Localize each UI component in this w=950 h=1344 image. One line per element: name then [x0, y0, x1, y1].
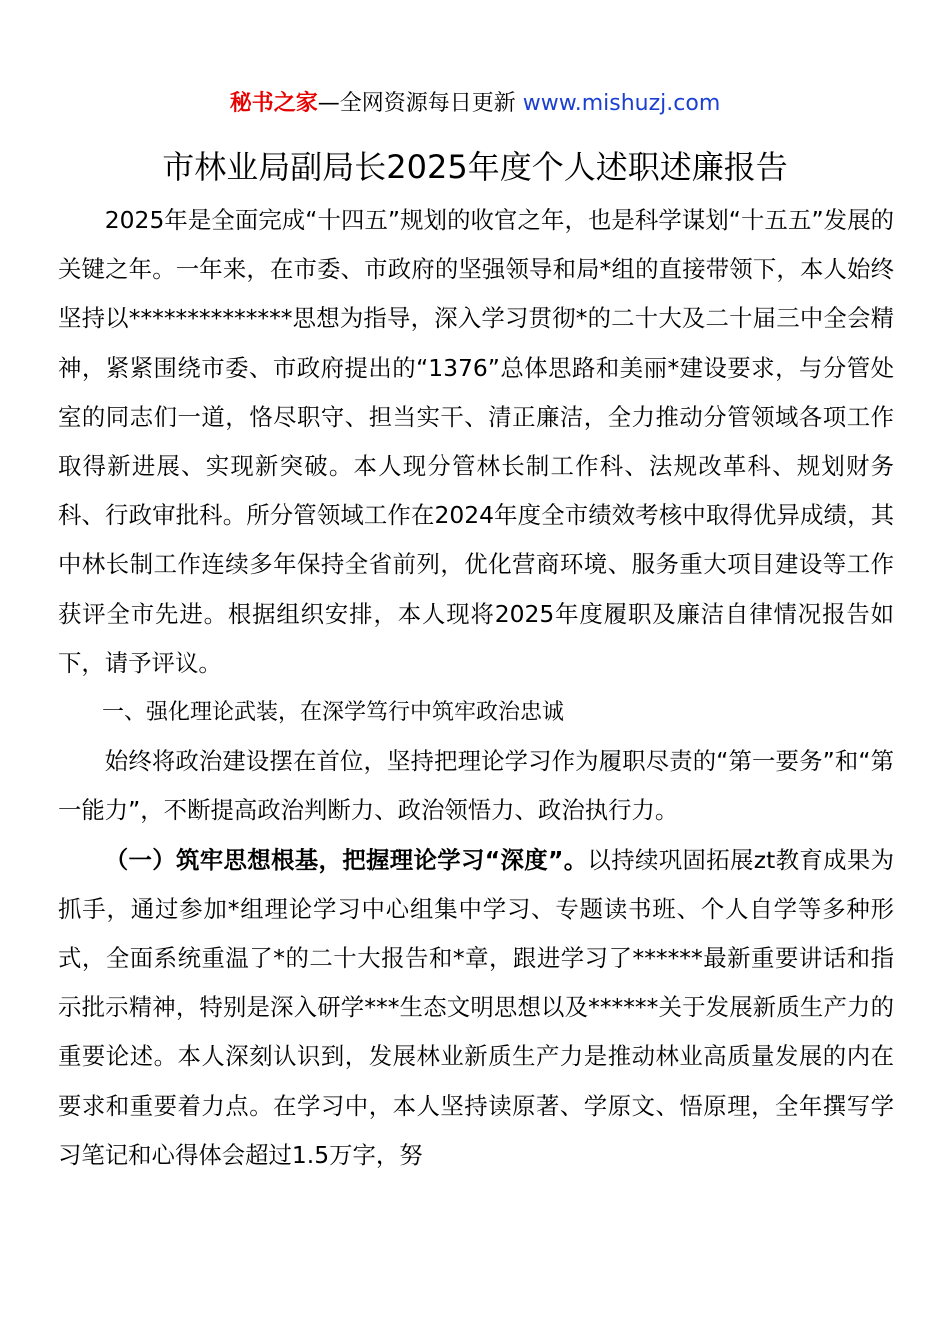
brand-name: 秘书之家 [229, 91, 318, 116]
document-body [58, 196, 894, 1180]
site-header [0, 88, 950, 120]
subsection-body-1: 以持续巩固拓展zt教育成果为抓手，通过参加*组理论学习中心组集中学习、专题读书班、个人自学等多种形式，全面系统重温了*的二十大报告和*章，跟进学习了******最新重要讲话和指示批示精神，特别是深入研学***生态文明思想以及******关于发展新质生产力的重要论述。本人深刻认识到，发展林业新质生产力是推动林业高质量发展的内在要求和重要着力点。在学习中，本人坚持读原著、学原文、悟原理，全年撰写学习笔记和心得体会超过1.5万字，努 [58, 845, 894, 1169]
document-title: 市林业局副局长2025年度个人述职述廉报告 [162, 148, 788, 186]
subsection-heading-1: （一）筑牢思想根基，把握理论学习“深度”。 [104, 845, 588, 874]
section-heading-1: 一、强化理论武装，在深学笃行中筑牢政治忠诚 [102, 700, 565, 726]
subsection-paragraph-1 [58, 836, 894, 1180]
intro-paragraph: 2025年是全面完成“十四五”规划的收官之年，也是科学谋划“十五五”发展的关键之年。一年来，在市委、市政府的坚强领导和局*组的直接带领下，本人始终坚持以**************思想为指导，深入学习贯彻*的二十大及二十届三中全会精神，紧紧围绕市委、市政府提出的“1376”总体思路和美丽*建设要求，与分管处室的同志们一道，恪尽职守、担当实干、清正廉洁，全力推动分管领域各项工作取得新进展、实现新突破。本人现分管林长制工作科、法规改革科、规划财务科、行政审批科。所分管领域工作在2024年度全市绩效考核中取得优异成绩，其中林长制工作连续多年保持全省前列，优化营商环境、服务重大项目建设等工作获评全市先进。根据组织安排，本人现将2025年度履职及廉洁自律情况报告如下，请予评议。 [58, 206, 894, 677]
site-url-link[interactable]: www.mishuzj.com [522, 91, 721, 116]
header-tagline: —全网资源每日更新 [317, 91, 523, 116]
section-intro-paragraph: 始终将政治建设摆在首位，坚持把理论学习作为履职尽责的“第一要务”和“第一能力”，不断提高政治判断力、政治领悟力、政治执行力。 [58, 747, 894, 825]
